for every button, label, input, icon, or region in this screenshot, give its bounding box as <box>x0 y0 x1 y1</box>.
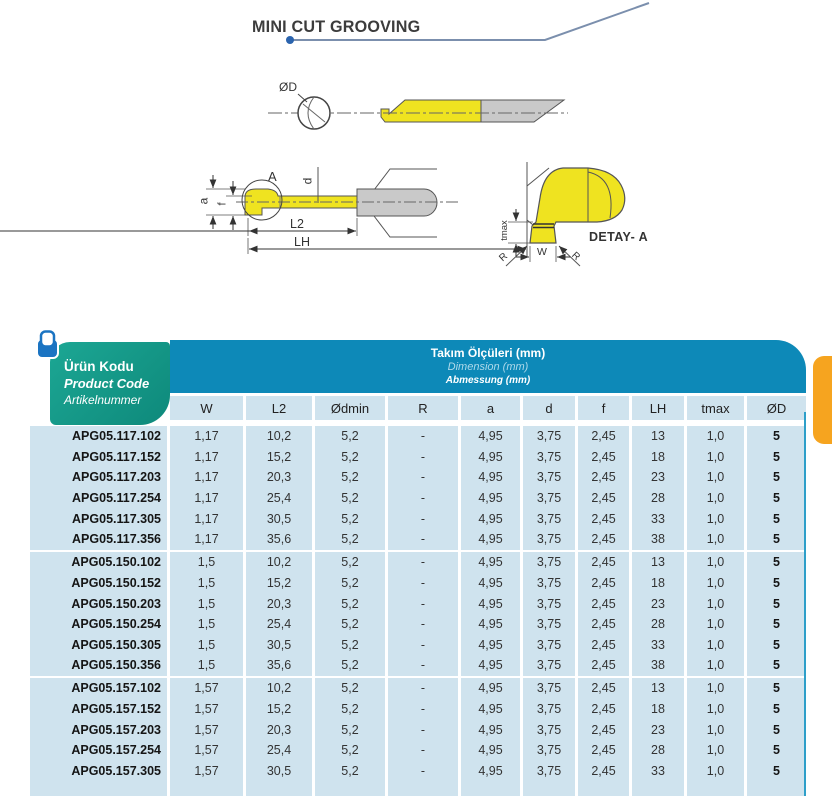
value-cell: 5 <box>747 426 806 447</box>
filler-cell <box>632 781 684 796</box>
value-cell: 25,4 <box>246 740 312 761</box>
value-cell: 1,17 <box>170 529 243 550</box>
value-cell: 5,2 <box>315 508 385 529</box>
value-cell: 1,17 <box>170 426 243 447</box>
value-cell: 20,3 <box>246 593 312 614</box>
product-code-cell: APG05.157.305 <box>30 761 167 782</box>
value-cell: 3,75 <box>523 447 575 468</box>
value-cell: 1,0 <box>687 447 744 468</box>
value-cell: - <box>388 593 458 614</box>
column-header-w: W <box>170 396 243 420</box>
dim-tmax-label: tmax <box>498 220 510 241</box>
value-cell: 4,95 <box>461 426 520 447</box>
value-cell: 5 <box>747 508 806 529</box>
value-cell: - <box>388 426 458 447</box>
value-cell: 38 <box>632 655 684 676</box>
product-code-cell: APG05.157.203 <box>30 719 167 740</box>
dimension-header-banner <box>170 340 806 393</box>
value-cell: 1,0 <box>687 678 744 699</box>
value-cell: 1,5 <box>170 573 243 594</box>
value-cell: 18 <box>632 447 684 468</box>
product-code-cell: APG05.150.102 <box>30 552 167 573</box>
filler-cell <box>687 781 744 796</box>
value-cell: - <box>388 614 458 635</box>
value-cell: 5,2 <box>315 488 385 509</box>
value-cell: 5 <box>747 488 806 509</box>
product-code-cell: APG05.117.102 <box>30 426 167 447</box>
value-cell: 4,95 <box>461 740 520 761</box>
value-cell: 4,95 <box>461 573 520 594</box>
dim-d-label: d <box>300 177 315 185</box>
value-cell: 30,5 <box>246 508 312 529</box>
value-cell: 4,95 <box>461 552 520 573</box>
value-cell: - <box>388 467 458 488</box>
value-cell: 30,5 <box>246 761 312 782</box>
bookmark-tab-icon <box>35 330 61 360</box>
value-cell: 3,75 <box>523 634 575 655</box>
value-cell: - <box>388 634 458 655</box>
value-cell: 18 <box>632 573 684 594</box>
value-cell: 3,75 <box>523 740 575 761</box>
value-cell: 13 <box>632 426 684 447</box>
filler-cell <box>170 781 243 796</box>
column-header-row <box>30 396 806 420</box>
value-cell: 3,75 <box>523 761 575 782</box>
od-label: ØD <box>279 80 297 94</box>
value-cell: 4,95 <box>461 655 520 676</box>
value-cell: - <box>388 719 458 740</box>
value-cell: 1,17 <box>170 467 243 488</box>
title-underline <box>290 3 649 40</box>
value-cell: 3,75 <box>523 508 575 529</box>
product-code-cell: APG05.117.203 <box>30 467 167 488</box>
dim-r-right-label: R <box>569 249 582 264</box>
product-code-cell: APG05.150.254 <box>30 614 167 635</box>
value-cell: 2,45 <box>578 719 629 740</box>
dim-a-label: a <box>196 197 211 205</box>
value-cell: 5,2 <box>315 740 385 761</box>
value-cell: 5,2 <box>315 529 385 550</box>
top-view-insert <box>381 100 481 122</box>
detail-title-label: DETAY- A <box>589 230 648 244</box>
value-cell: 5 <box>747 593 806 614</box>
value-cell: 5 <box>747 447 806 468</box>
value-cell: 25,4 <box>246 488 312 509</box>
column-header-lh: LH <box>632 396 684 420</box>
value-cell: - <box>388 573 458 594</box>
value-cell: 4,95 <box>461 719 520 740</box>
value-cell: 5,2 <box>315 467 385 488</box>
column-header-f: f <box>578 396 629 420</box>
value-cell: - <box>388 447 458 468</box>
value-cell: 2,45 <box>578 573 629 594</box>
value-cell: - <box>388 761 458 782</box>
dim-f-label: f <box>216 202 229 206</box>
value-cell: 3,75 <box>523 614 575 635</box>
value-cell: 28 <box>632 740 684 761</box>
value-cell: 5 <box>747 740 806 761</box>
value-cell: 4,95 <box>461 447 520 468</box>
value-cell: 1,57 <box>170 719 243 740</box>
value-cell: 1,0 <box>687 488 744 509</box>
value-cell: 3,75 <box>523 593 575 614</box>
value-cell: 1,0 <box>687 719 744 740</box>
value-cell: 1,0 <box>687 529 744 550</box>
filler-cell <box>747 781 806 796</box>
value-cell: 13 <box>632 678 684 699</box>
value-cell: 10,2 <box>246 552 312 573</box>
page-title: MINI CUT GROOVING <box>252 17 421 36</box>
value-cell: 1,0 <box>687 655 744 676</box>
value-cell: 23 <box>632 467 684 488</box>
filler-cell <box>246 781 312 796</box>
value-cell: - <box>388 488 458 509</box>
product-code-cell: APG05.150.203 <box>30 593 167 614</box>
value-cell: 1,17 <box>170 447 243 468</box>
value-cell: 1,0 <box>687 552 744 573</box>
value-cell: 5,2 <box>315 678 385 699</box>
value-cell: 5 <box>747 719 806 740</box>
value-cell: 5 <box>747 634 806 655</box>
value-cell: 3,75 <box>523 655 575 676</box>
value-cell: 4,95 <box>461 508 520 529</box>
holder-top-line <box>374 169 437 190</box>
value-cell: 5,2 <box>315 761 385 782</box>
dim-lh-label: LH <box>294 235 310 249</box>
value-cell: 1,0 <box>687 508 744 529</box>
value-cell: 2,45 <box>578 614 629 635</box>
value-cell: 4,95 <box>461 488 520 509</box>
value-cell: 2,45 <box>578 467 629 488</box>
value-cell: 5 <box>747 552 806 573</box>
value-cell: 1,0 <box>687 426 744 447</box>
value-cell: 4,95 <box>461 467 520 488</box>
holder-bottom-line <box>374 216 437 237</box>
product-code-cell: APG05.157.102 <box>30 678 167 699</box>
product-code-header-line1: Ürün Kodu <box>64 359 134 375</box>
value-cell: 5,2 <box>315 699 385 720</box>
value-cell: 3,75 <box>523 573 575 594</box>
value-cell: 30,5 <box>246 634 312 655</box>
value-cell: 5 <box>747 529 806 550</box>
value-cell: 1,0 <box>687 573 744 594</box>
value-cell: 1,17 <box>170 488 243 509</box>
value-cell: 1,5 <box>170 655 243 676</box>
product-code-cell: APG05.117.356 <box>30 529 167 550</box>
column-header-l2: L2 <box>246 396 312 420</box>
value-cell: - <box>388 678 458 699</box>
value-cell: 1,0 <box>687 593 744 614</box>
value-cell: 3,75 <box>523 719 575 740</box>
value-cell: 3,75 <box>523 552 575 573</box>
filler-cell <box>523 781 575 796</box>
product-code-cell: APG05.117.152 <box>30 447 167 468</box>
value-cell: 10,2 <box>246 426 312 447</box>
value-cell: 25,4 <box>246 614 312 635</box>
value-cell: 2,45 <box>578 552 629 573</box>
filler-cell <box>30 781 167 796</box>
value-cell: 1,57 <box>170 678 243 699</box>
value-cell: 2,45 <box>578 593 629 614</box>
value-cell: 3,75 <box>523 529 575 550</box>
dimension-header-line2: Dimension (mm) <box>447 360 529 373</box>
product-code-cell: APG05.157.254 <box>30 740 167 761</box>
value-cell: 1,0 <box>687 761 744 782</box>
dimension-header-line1: Takım Ölçüleri (mm) <box>430 345 546 360</box>
value-cell: 2,45 <box>578 699 629 720</box>
column-header-odmin: Ødmin <box>315 396 385 420</box>
section-index-tab <box>813 356 832 444</box>
value-cell: 4,95 <box>461 614 520 635</box>
product-code-cell: APG05.150.356 <box>30 655 167 676</box>
column-header-d: d <box>523 396 575 420</box>
value-cell: 2,45 <box>578 740 629 761</box>
value-cell: 2,45 <box>578 447 629 468</box>
column-header-spacer <box>30 396 167 420</box>
value-cell: 2,45 <box>578 529 629 550</box>
value-cell: 2,45 <box>578 488 629 509</box>
dim-w-label: W <box>537 246 547 258</box>
value-cell: 4,95 <box>461 678 520 699</box>
value-cell: 3,75 <box>523 678 575 699</box>
value-cell: 4,95 <box>461 529 520 550</box>
column-header-r: R <box>388 396 458 420</box>
value-cell: 20,3 <box>246 719 312 740</box>
column-header-a: a <box>461 396 520 420</box>
value-cell: 2,45 <box>578 761 629 782</box>
value-cell: 20,3 <box>246 467 312 488</box>
value-cell: 1,0 <box>687 740 744 761</box>
value-cell: - <box>388 699 458 720</box>
value-cell: 1,0 <box>687 467 744 488</box>
value-cell: 1,0 <box>687 699 744 720</box>
value-cell: 4,95 <box>461 761 520 782</box>
value-cell: 1,57 <box>170 699 243 720</box>
filler-cell <box>578 781 629 796</box>
value-cell: 28 <box>632 614 684 635</box>
product-code-header-line3: Artikelnummer <box>64 392 142 407</box>
product-table <box>30 340 806 796</box>
value-cell: 10,2 <box>246 678 312 699</box>
value-cell: - <box>388 508 458 529</box>
value-cell: 1,5 <box>170 552 243 573</box>
detail-marker-label: A <box>268 169 277 184</box>
value-cell: - <box>388 740 458 761</box>
value-cell: 15,2 <box>246 447 312 468</box>
value-cell: 1,5 <box>170 593 243 614</box>
product-code-header-line2: Product Code <box>64 376 150 392</box>
product-code-cell: APG05.157.152 <box>30 699 167 720</box>
value-cell: 5,2 <box>315 614 385 635</box>
value-cell: 1,57 <box>170 740 243 761</box>
value-cell: 5,2 <box>315 634 385 655</box>
value-cell: 33 <box>632 761 684 782</box>
top-view-shank <box>481 100 564 122</box>
value-cell: 33 <box>632 634 684 655</box>
value-cell: 5 <box>747 573 806 594</box>
value-cell: 23 <box>632 719 684 740</box>
value-cell: 5,2 <box>315 552 385 573</box>
value-cell: 2,45 <box>578 426 629 447</box>
value-cell: 5,2 <box>315 447 385 468</box>
value-cell: 5 <box>747 614 806 635</box>
product-code-cell: APG05.117.305 <box>30 508 167 529</box>
filler-cell <box>461 781 520 796</box>
value-cell: 2,45 <box>578 655 629 676</box>
value-cell: 33 <box>632 508 684 529</box>
value-cell: 4,95 <box>461 634 520 655</box>
dimension-header-line3: Abmessung (mm) <box>445 374 531 386</box>
column-header-od: ØD <box>747 396 806 420</box>
value-cell: 5,2 <box>315 655 385 676</box>
od-leader <box>298 94 307 102</box>
product-code-cell: APG05.117.254 <box>30 488 167 509</box>
dim-l2-label: L2 <box>290 217 304 231</box>
value-cell: 4,95 <box>461 593 520 614</box>
table-body <box>30 426 806 796</box>
value-cell: 2,45 <box>578 508 629 529</box>
value-cell: 2,45 <box>578 678 629 699</box>
value-cell: 13 <box>632 552 684 573</box>
value-cell: 1,17 <box>170 508 243 529</box>
value-cell: 5,2 <box>315 593 385 614</box>
value-cell: 3,75 <box>523 467 575 488</box>
value-cell: - <box>388 552 458 573</box>
value-cell: 3,75 <box>523 488 575 509</box>
value-cell: 18 <box>632 699 684 720</box>
value-cell: 1,57 <box>170 761 243 782</box>
value-cell: - <box>388 655 458 676</box>
product-code-cell: APG05.150.152 <box>30 573 167 594</box>
value-cell: 1,0 <box>687 614 744 635</box>
value-cell: 38 <box>632 529 684 550</box>
value-cell: 5 <box>747 467 806 488</box>
value-cell: 5 <box>747 655 806 676</box>
value-cell: 5,2 <box>315 719 385 740</box>
value-cell: 28 <box>632 488 684 509</box>
value-cell: 3,75 <box>523 426 575 447</box>
value-cell: 23 <box>632 593 684 614</box>
dim-r-left-label: R <box>497 250 510 265</box>
technical-drawings <box>0 0 832 330</box>
value-cell: 35,6 <box>246 529 312 550</box>
value-cell: 15,2 <box>246 699 312 720</box>
value-cell: 1,0 <box>687 634 744 655</box>
value-cell: 5 <box>747 761 806 782</box>
filler-cell <box>315 781 385 796</box>
filler-cell <box>388 781 458 796</box>
table-right-border <box>804 412 806 796</box>
value-cell: - <box>388 529 458 550</box>
value-cell: 1,5 <box>170 614 243 635</box>
value-cell: 5 <box>747 678 806 699</box>
value-cell: 15,2 <box>246 573 312 594</box>
value-cell: 1,5 <box>170 634 243 655</box>
value-cell: 4,95 <box>461 699 520 720</box>
value-cell: 5,2 <box>315 426 385 447</box>
column-header-tmax: tmax <box>687 396 744 420</box>
value-cell: 5 <box>747 699 806 720</box>
title-dot <box>286 36 294 44</box>
value-cell: 2,45 <box>578 634 629 655</box>
product-code-cell: APG05.150.305 <box>30 634 167 655</box>
value-cell: 35,6 <box>246 655 312 676</box>
value-cell: 5,2 <box>315 573 385 594</box>
value-cell: 3,75 <box>523 699 575 720</box>
